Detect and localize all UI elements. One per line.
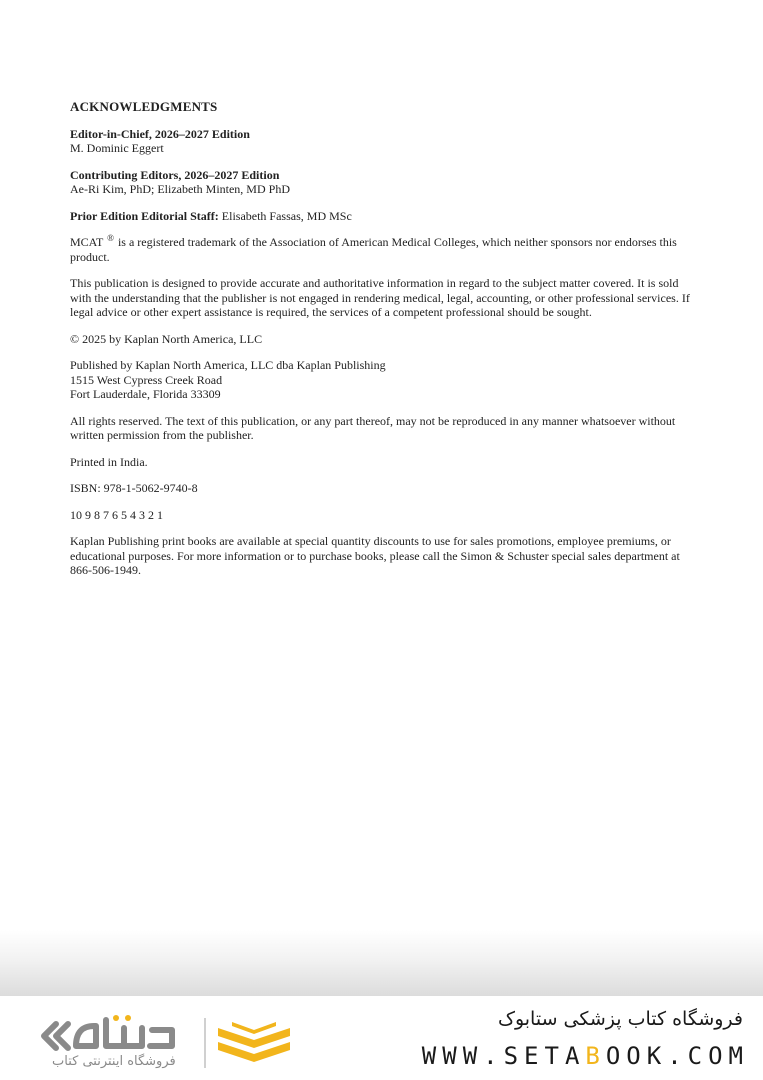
sales-paragraph: Kaplan Publishing print books are available at special quantity discounts to use for sales promotions, employee premiums, or educational purposes. For more information or to purchase books, please call the Simon & Schuster special sales department at 866-506-1949. [70,534,680,577]
store-url-accent: B [585,1042,606,1070]
editor-in-chief-label: Editor-in-Chief, 2026–2027 Edition [70,126,250,141]
publisher-line-1: Published by Kaplan North America, LLC dba Kaplan Publishing [70,358,386,372]
prior-staff-names: Elisabeth Fassas, MD MSc [221,208,352,223]
contributing-editors-block [70,168,698,197]
prior-staff-label: Prior Edition Editorial Staff: [70,208,219,223]
logo-tagline: فروشگاه اینترنتی کتاب [52,1054,176,1069]
watermark-fade [0,930,763,996]
prior-staff-block [70,209,698,224]
disclaimer-paragraph: This publication is designed to provide accurate and authoritative information in regard to the subject matter covered. It is sold with the understanding that the publisher is not engaged in rendering medical, legal, accounting, or other professional services. If legal advice or other expert assistance is required, the services of a competent professional should be sought. [70,276,690,319]
page-heading: ACKNOWLEDGMENTS [70,99,218,114]
trademark-mark: MCAT [70,235,104,249]
editor-in-chief-block [70,127,698,156]
isbn-line: ISBN: 978-1-5062-9740-8 [70,481,198,495]
trademark-text: is a registered trademark of the Association of American Medical Colleges, which neither sponsors nor endorses this product. [70,235,677,264]
acknowledgments-content [70,100,698,590]
contributing-editors-names: Ae-Ri Kim, PhD; Elizabeth Minten, MD PhD [70,182,290,196]
store-url [422,1042,749,1070]
publisher-line-3: Fort Lauderdale, Florida 33309 [70,387,221,401]
store-url-part-1: WWW.SETA [421,1042,586,1070]
trademark-paragraph [70,235,698,264]
copyright-line: © 2025 by Kaplan North America, LLC [70,331,263,346]
store-url-part-2: OOK.COM [605,1042,749,1070]
printed-line: Printed in India. [70,454,148,469]
store-title: فروشگاه کتاب پزشکی ستابوک [497,1008,743,1030]
rights-paragraph: All rights reserved. The text of this publication, or any part thereof, may not be reproduced in any manner whatsoever without written permission from the publisher. [70,413,676,442]
publisher-block [70,358,698,402]
editor-in-chief-name: M. Dominic Eggert [70,141,164,155]
contributing-editors-label: Contributing Editors, 2026–2027 Edition [70,167,280,182]
registered-symbol: ® [107,233,114,243]
watermark-banner [0,996,763,1080]
publisher-line-2: 1515 West Cypress Creek Road [70,372,223,387]
store-logo [32,1010,302,1074]
print-number-line: 10 9 8 7 6 5 4 3 2 1 [70,507,163,522]
